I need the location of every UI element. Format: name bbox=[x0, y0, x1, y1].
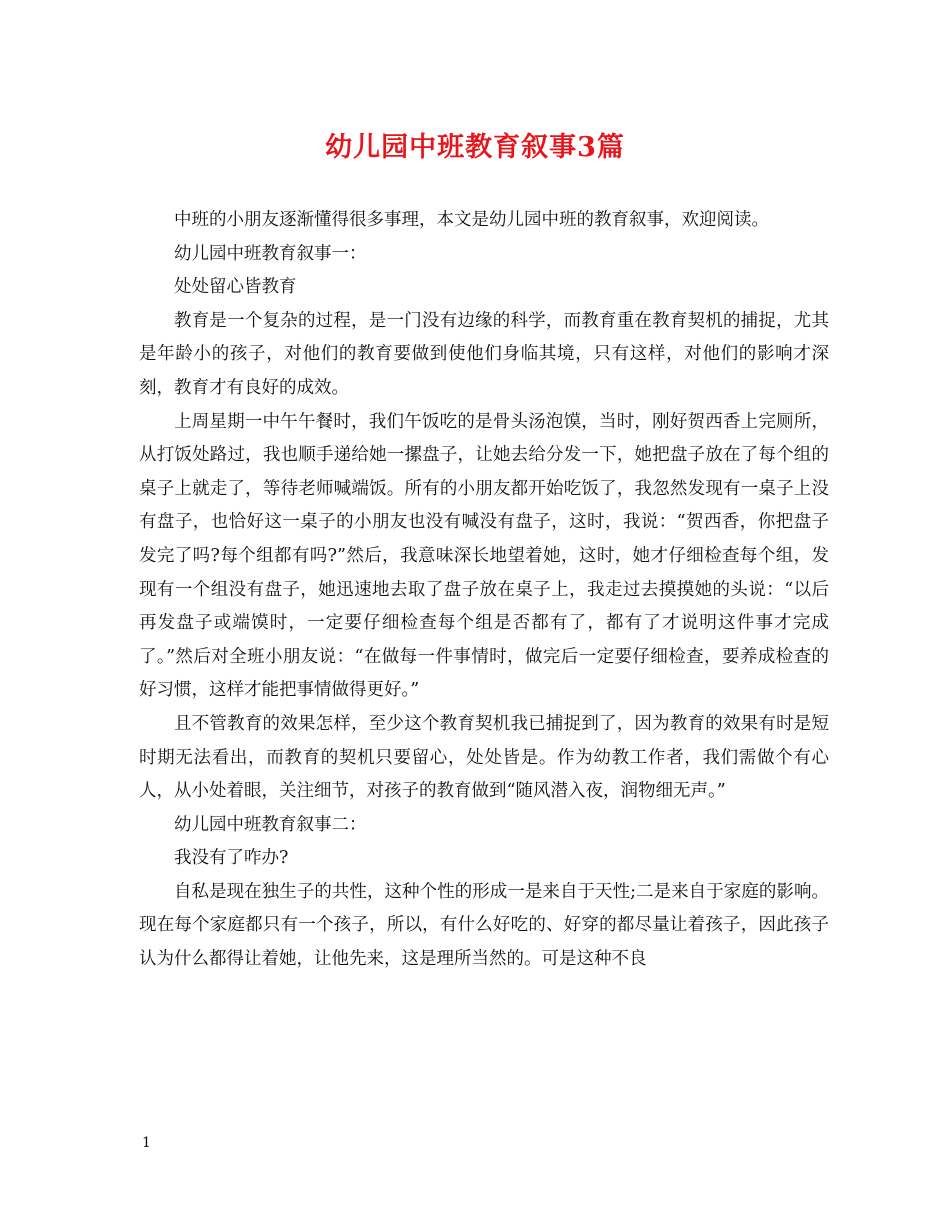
section-heading-one: 幼儿园中班教育叙事一： bbox=[174, 243, 367, 264]
document-body bbox=[139, 204, 829, 977]
page-number: 1 bbox=[142, 1135, 151, 1151]
paragraph: 上周星期一中午午餐时，我们午饭吃的是骨头汤泡馍，当时，刚好贺西香上完厕所，从打饭处路过，我也顺手递给她一摞盘子，让她去给分发一下，她把盘子放在了每个组的桌子上就走了，等待老师喊端饭。所有的小朋友都开始吃饭了，我忽然发现有一桌子上没有盘子，也恰好这一桌子的小朋友也没有喊没有盘子，这时，我说：“贺西香，你把盘子发完了吗?每个组都有吗?”然后，我意味深长地望着她，这时，她才仔细检查每个组，发现有一个组没有盘子，她迅速地去取了盘子放在桌子上，我走过去摸摸她的头说：“以后再发盘子或端馍时，一定要仔细检查每个组是否都有了，都有了才说明这件事才完成了。”然后对全班小朋友说：“在做每一件事情时，做完后一定要仔细检查，要养成检查的好习惯，这样才能把事情做得更好。” bbox=[139, 411, 829, 701]
paragraph: 且不管教育的效果怎样，至少这个教育契机我已捕捉到了，因为教育的效果有时是短时期无法看出，而教育的契机只要留心，处处皆是。作为幼教工作者，我们需做个有心人，从小处着眼，关注细节，对孩子的教育做到“随风潜入夜，润物细无声。” bbox=[139, 713, 829, 802]
story-title-two: 我没有了咋办? bbox=[174, 848, 289, 869]
paragraph-intro: 中班的小朋友逐渐懂得很多事理，本文是幼儿园中班的教育叙事，欢迎阅读。 bbox=[174, 210, 769, 230]
paragraph: 自私是现在独生子的共性，这种个性的形成一是来自于天性;二是来自于家庭的影响。现在每个家庭都只有一个孩子，所以，有什么好吃的、好穿的都尽量让着孩子，因此孩子认为什么都得让着她，让他先来，这是理所当然的。可是这种不良 bbox=[139, 881, 829, 970]
document-title: 幼儿园中班教育叙事3篇 bbox=[325, 132, 625, 163]
paragraph: 教育是一个复杂的过程，是一门没有边缘的科学，而教育重在教育契机的捕捉，尤其是年龄小的孩子，对他们的教育要做到使他们身临其境，只有这样，对他们的影响才深刻，教育才有良好的成效。 bbox=[139, 310, 829, 398]
section-heading-two: 幼儿园中班教育叙事二： bbox=[174, 814, 367, 835]
story-title-one: 处处留心皆教育 bbox=[174, 277, 297, 298]
